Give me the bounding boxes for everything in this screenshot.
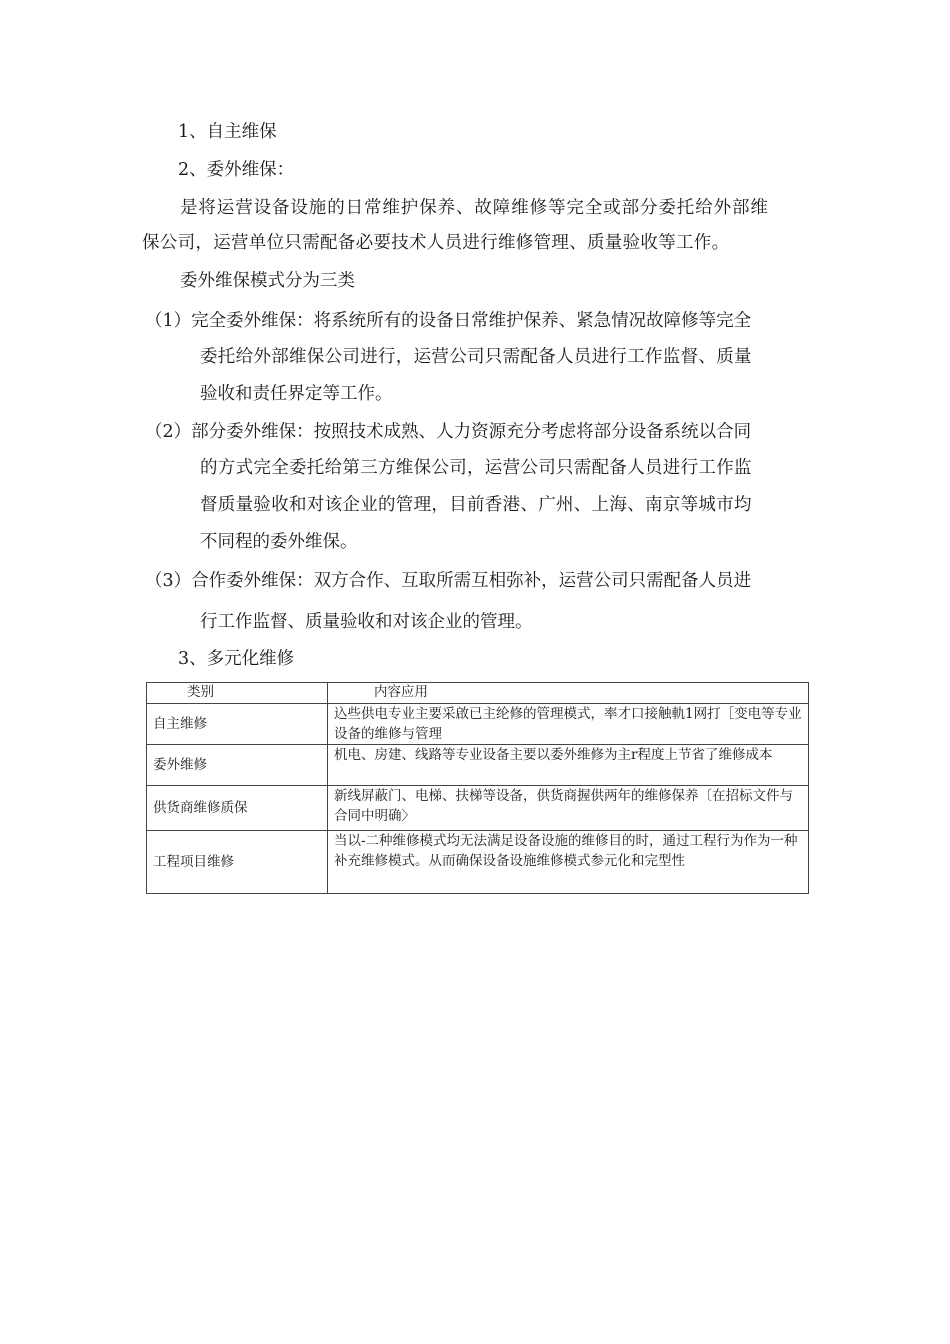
table-row	[147, 831, 809, 894]
row-category: 自主维修	[147, 704, 328, 745]
mode1-line-3: 验收和责任界定等工作。	[200, 384, 393, 404]
table-row	[147, 745, 809, 786]
intro-line-2: 保公司，运营单位只需配备必要技术人员进行维修管理、质量验收等工作。	[142, 233, 730, 253]
row-content: 新线屏蔽门、电梯、扶梯等设备，供货商握供两年的维修保养〔在招标文件与合同中明确〉	[328, 786, 809, 831]
row-content: 当以-二种维修模式均无法满足设备设施的维修目的时，通过工程行为作为一种补充维修模式。从而确保设备设施维修模式参元化和完型性	[328, 831, 809, 894]
mode3-line-2: 行工作监督、质量验收和对该企业的管理。	[200, 612, 533, 632]
mode1-line-2: 委托给外部维保公司进行，运营公司只需配备人员进行工作监督、质量	[200, 347, 752, 367]
row-content: 机电、房建、线路等专业设备主要以委外维修为主r程度上节省了维修成本	[328, 745, 809, 786]
mode2-line-3: 督质量验收和对该企业的管理，目前香港、广州、上海、南京等城市均	[200, 495, 752, 515]
row-category: 委外维修	[147, 745, 328, 786]
row-content: 込些供电专业主要采啟已主纶修的管理模式，率才口接触軌1网打［变电等专业设备的维修与管理	[328, 704, 809, 745]
table-header-row	[147, 683, 809, 704]
heading-self-maintenance: 1、自主维保	[178, 122, 277, 142]
mode3-line-1: （3）合作委外维保：双方合作、互取所需互相弥补，运营公司只需配备人员进	[145, 571, 752, 591]
header-content: 内容应用	[328, 683, 809, 704]
heading-outsourced-maintenance: 2、委外维保：	[178, 160, 295, 180]
maintenance-table	[146, 682, 809, 894]
row-category: 工程项目维修	[147, 831, 328, 894]
mode2-line-2: 的方式完全委托给第三方维保公司，运营公司只需配备人员进行工作监	[200, 458, 752, 478]
row-category: 供货商维修质保	[147, 786, 328, 831]
mode2-line-4: 不同程的委外维保。	[200, 532, 358, 552]
table-row	[147, 704, 809, 745]
heading-diversified-maintenance: 3、多元化维修	[178, 649, 295, 669]
modes-title: 委外维保模式分为三类	[180, 271, 355, 291]
mode2-line-1: （2）部分委外维保：按照技术成熟、人力资源充分考虑将部分设备系统以合同	[145, 422, 752, 442]
table-row	[147, 786, 809, 831]
header-category: 类别	[147, 683, 328, 704]
mode1-line-1: （1）完全委外维保：将系统所有的设备日常维护保养、紧急情况故障修等完全	[145, 311, 752, 331]
intro-line-1: 是将运营设备设施的日常维护保养、故障维修等完全或部分委托给外部维	[180, 198, 769, 218]
